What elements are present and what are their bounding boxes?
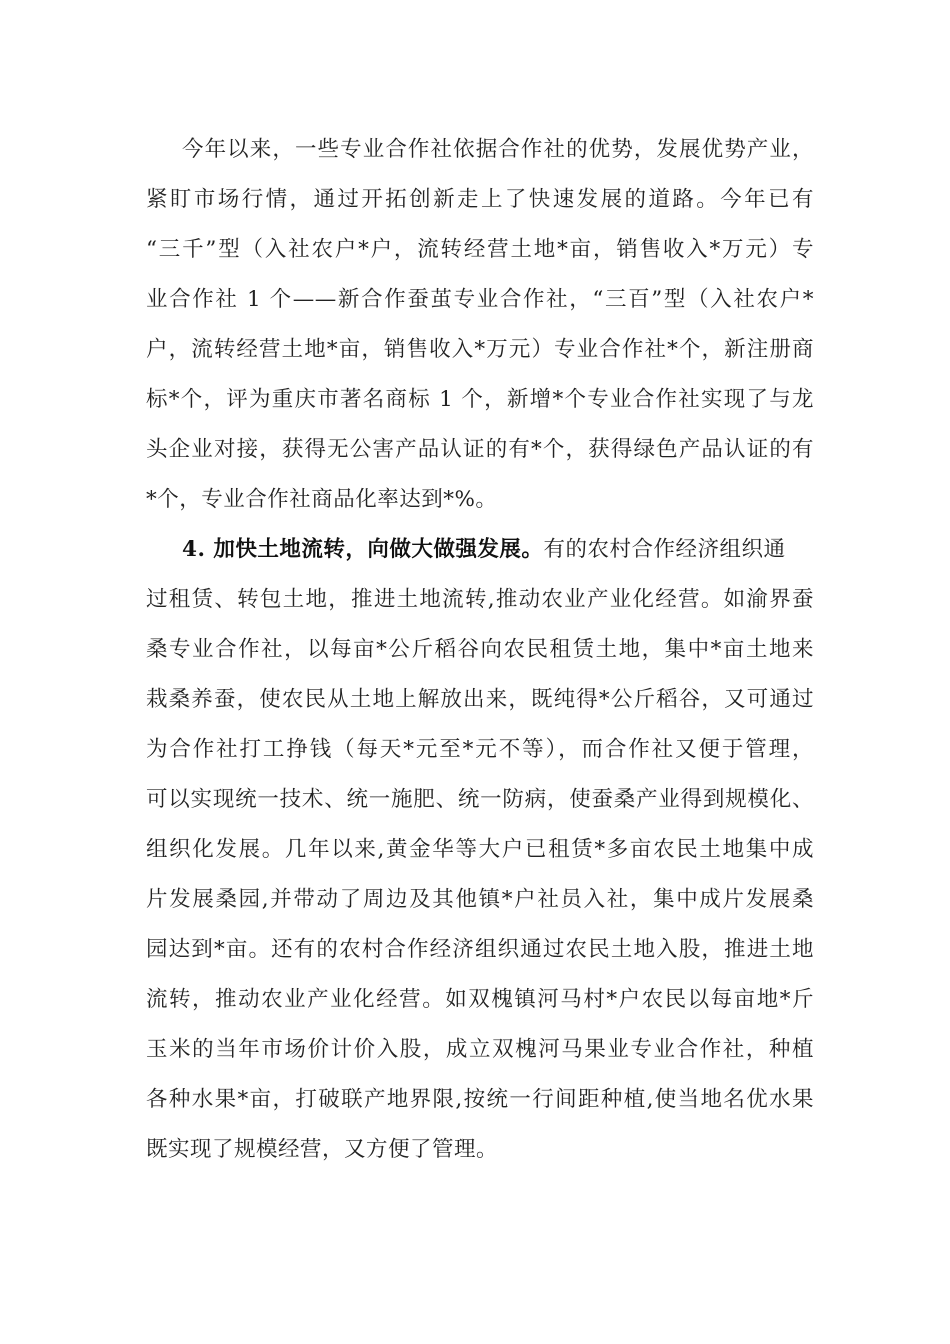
paragraph-1-line-7: 头企业对接，获得无公害产品认证的有*个，获得绿色产品认证的有 [146,437,814,462]
paragraph-2-line-7: 组织化发展。几年以来,黄金华等大户已租赁*多亩农民土地集中成 [146,837,814,862]
paragraph-1-line-5: 户，流转经营土地*亩，销售收入*万元）专业合作社*个，新注册商 [146,337,814,362]
paragraph-2-line-1-rest: 有的农村合作经济组织通 [543,537,786,562]
paragraph-1-line-1: 今年以来，一些专业合作社依据合作社的优势，发展优势产业， [182,137,814,162]
paragraph-2-line-9: 园达到*亩。还有的农村合作经济组织通过农民土地入股，推进土地 [146,937,814,962]
paragraph-1-line-6: 标*个，评为重庆市著名商标 1 个，新增*个专业合作社实现了与龙 [146,387,814,412]
paragraph-2-line-12: 各种水果*亩，打破联产地界限,按统一行间距种植,使当地名优水果 [146,1087,814,1112]
paragraph-2-line-11: 玉米的当年市场价计价入股，成立双槐河马果业专业合作社，种植 [146,1037,814,1062]
paragraph-2-line-8: 片发展桑园,并带动了周边及其他镇*户社员入社，集中成片发展桑 [146,887,814,912]
paragraph-2-line-1 [182,535,814,565]
paragraph-1-line-2: 紧盯市场行情，通过开拓创新走上了快速发展的道路。今年已有 [146,187,814,212]
paragraph-2-line-13: 既实现了规模经营，又方便了管理。 [146,1137,499,1162]
paragraph-2-line-5: 为合作社打工挣钱（每天*元至*元不等），而合作社又便于管理， [146,737,814,762]
paragraph-2-line-10: 流转，推动农业产业化经营。如双槐镇河马村*户农民以每亩地*斤 [146,987,814,1012]
paragraph-2-line-6: 可以实现统一技术、统一施肥、统一防病，使蚕桑产业得到规模化、 [146,787,814,812]
section-heading: 4. 加快土地流转，向做大做强发展。 [182,537,544,562]
paragraph-1-line-8: *个，专业合作社商品化率达到*%。 [146,487,498,512]
paragraph-2-line-4: 栽桑养蚕，使农民从土地上解放出来，既纯得*公斤稻谷，又可通过 [146,687,814,712]
paragraph-1-line-3: “三千”型（入社农户*户，流转经营土地*亩，销售收入*万元）专 [146,237,814,262]
paragraph-2-line-3: 桑专业合作社，以每亩*公斤稻谷向农民租赁土地，集中*亩土地来 [146,637,814,662]
paragraph-2-line-2: 过租赁、转包土地，推进土地流转,推动农业产业化经营。如渝界蚕 [146,587,814,612]
paragraph-1-line-4: 业合作社 1 个——新合作蚕茧专业合作社，“三百”型（入社农户* [146,287,814,312]
